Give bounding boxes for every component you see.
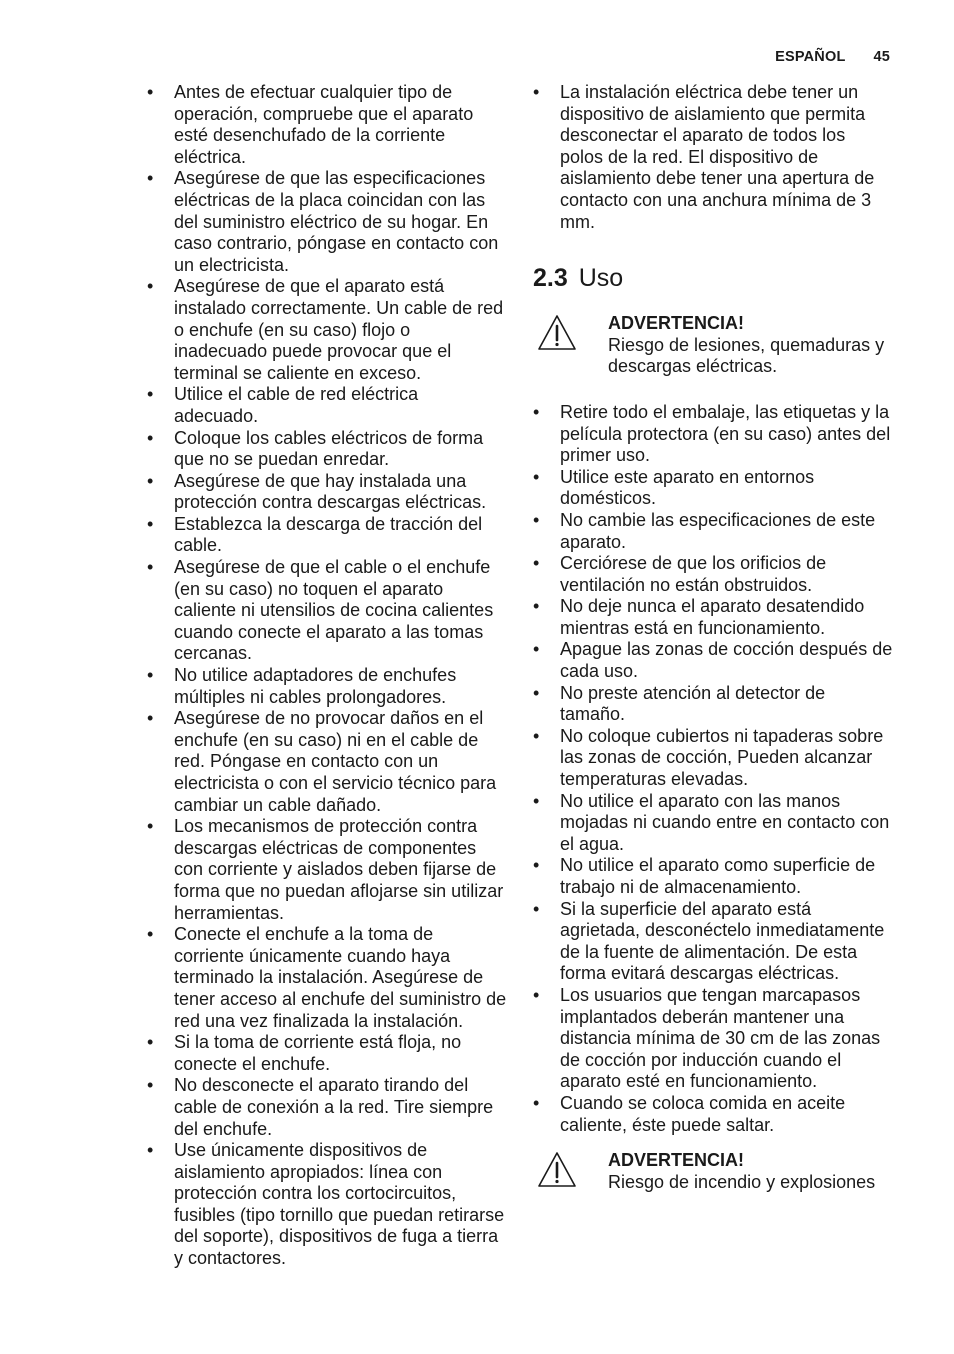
list-item: • Si la toma de corriente está floja, no conecte el enchufe. — [147, 1032, 507, 1075]
list-item: • Utilice este aparato en entornos domésticos. — [533, 467, 893, 510]
list-item: • Retire todo el embalaje, las etiquetas y la película protectora (en su caso) antes del primer uso. — [533, 402, 893, 467]
list-item: • No desconecte el aparato tirando del cable de conexión a la red. Tire siempre del enchufe. — [147, 1075, 507, 1140]
warning-text — [608, 1150, 875, 1193]
warning-box-injury — [533, 313, 893, 378]
list-item: • Conecte el enchufe a la toma de corriente únicamente cuando haya terminado la instalación. Asegúrese de tener acceso al enchufe del suministro de red una vez finalizada la instalación. — [147, 924, 507, 1032]
list-item: • No preste atención al detector de tamaño. — [533, 683, 893, 726]
list-item: • Use únicamente dispositivos de aislamiento apropiados: línea con protección contra los cortocircuitos, fusibles (tipo tornillo que puedan retirarse del soporte), dispositivos de fuga a tierra y contactores. — [147, 1140, 507, 1270]
list-item: • Si la superficie del aparato está agrietada, desconéctelo inmediatamente de la fuente de alimentación. De esta forma evitará descargas eléctricas. — [533, 899, 893, 985]
left-column — [147, 82, 507, 1270]
list-item: • Utilice el cable de red eléctrica adecuado. — [147, 384, 507, 427]
list-item: • Asegúrese de que las especificaciones eléctricas de la placa coincidan con las del suministro eléctrico de su hogar. En caso contrario, póngase en contacto con un electricista. — [147, 168, 507, 276]
left-bullet-list — [147, 82, 507, 1270]
list-item: • Los mecanismos de protección contra descargas eléctricas de componentes con corriente y aislados deben fijarse de forma que no puedan aflojarse sin utilizar herramientas. — [147, 816, 507, 924]
list-item: • No deje nunca el aparato desatendido mientras está en funcionamiento. — [533, 596, 893, 639]
warning-triangle-icon — [537, 314, 577, 352]
list-item: • Asegúrese de que el cable o el enchufe (en su caso) no toquen el aparato caliente ni utensilios de cocina calientes cuando conecte el aparato a las tomas cercanas. — [147, 557, 507, 665]
warning-body: Riesgo de lesiones, quemaduras y descargas eléctricas. — [608, 334, 885, 377]
list-item: • La instalación eléctrica debe tener un dispositivo de aislamiento que permita desconectar el aparato de todos los polos de la red. El dispositivo de aislamiento debe tener una apertura de contacto con una anchura mínima de 3 mm. — [533, 82, 893, 233]
warning-title: ADVERTENCIA! — [608, 313, 745, 334]
list-item: • No cambie las especificaciones de este aparato. — [533, 510, 893, 553]
warning-box-fire — [533, 1150, 893, 1193]
list-item: • Asegúrese de que hay instalada una protección contra descargas eléctricas. — [147, 471, 507, 514]
list-item: • Coloque los cables eléctricos de forma que no se puedan enredar. — [147, 428, 507, 471]
list-item: • Cerciórese de que los orificios de ventilación no están obstruidos. — [533, 553, 893, 596]
list-item: • Asegúrese de no provocar daños en el enchufe (en su caso) ni en el cable de red. Póngase en contacto con un electricista o con el servicio técnico para cambiar un cable dañado. — [147, 708, 507, 816]
list-item: • Los usuarios que tengan marcapasos implantados deberán mantener una distancia mínima de 30 cm de las zonas de cocción por inducción cuando el aparato esté en funcionamiento. — [533, 985, 893, 1093]
warning-text — [608, 313, 893, 378]
right-bullet-list — [533, 402, 893, 1136]
list-item: • Cuando se coloca comida en aceite caliente, éste puede saltar. — [533, 1093, 893, 1136]
warning-body: Riesgo de incendio y explosiones — [608, 1171, 876, 1192]
page-header — [775, 49, 890, 65]
section-heading — [533, 263, 893, 293]
list-item: • No utilice adaptadores de enchufes múltiples ni cables prolongadores. — [147, 665, 507, 708]
list-item: • No utilice el aparato con las manos mojadas ni cuando entre en contacto con el agua. — [533, 791, 893, 856]
right-column — [533, 82, 893, 1211]
warning-triangle-icon — [537, 1151, 577, 1189]
page-number: 45 — [873, 49, 890, 65]
section-title: Uso — [578, 264, 624, 293]
list-item: • No utilice el aparato como superficie de trabajo ni de almacenamiento. — [533, 855, 893, 898]
list-item: • Asegúrese de que el aparato está instalado correctamente. Un cable de red o enchufe (en su caso) flojo o inadecuado puede provocar que el terminal se caliente en exceso. — [147, 276, 507, 384]
list-item: • Establezca la descarga de tracción del cable. — [147, 514, 507, 557]
list-item: • Antes de efectuar cualquier tipo de operación, compruebe que el aparato esté desenchufado de la corriente eléctrica. — [147, 82, 507, 168]
section-number: 2.3 — [533, 264, 568, 293]
right-top-bullet-list — [533, 82, 893, 233]
list-item: • Apague las zonas de cocción después de cada uso. — [533, 639, 893, 682]
list-item: • No coloque cubiertos ni tapaderas sobre las zonas de cocción, Pueden alcanzar temperaturas elevadas. — [533, 726, 893, 791]
warning-title: ADVERTENCIA! — [608, 1150, 745, 1171]
language-label: ESPAÑOL — [775, 49, 846, 65]
